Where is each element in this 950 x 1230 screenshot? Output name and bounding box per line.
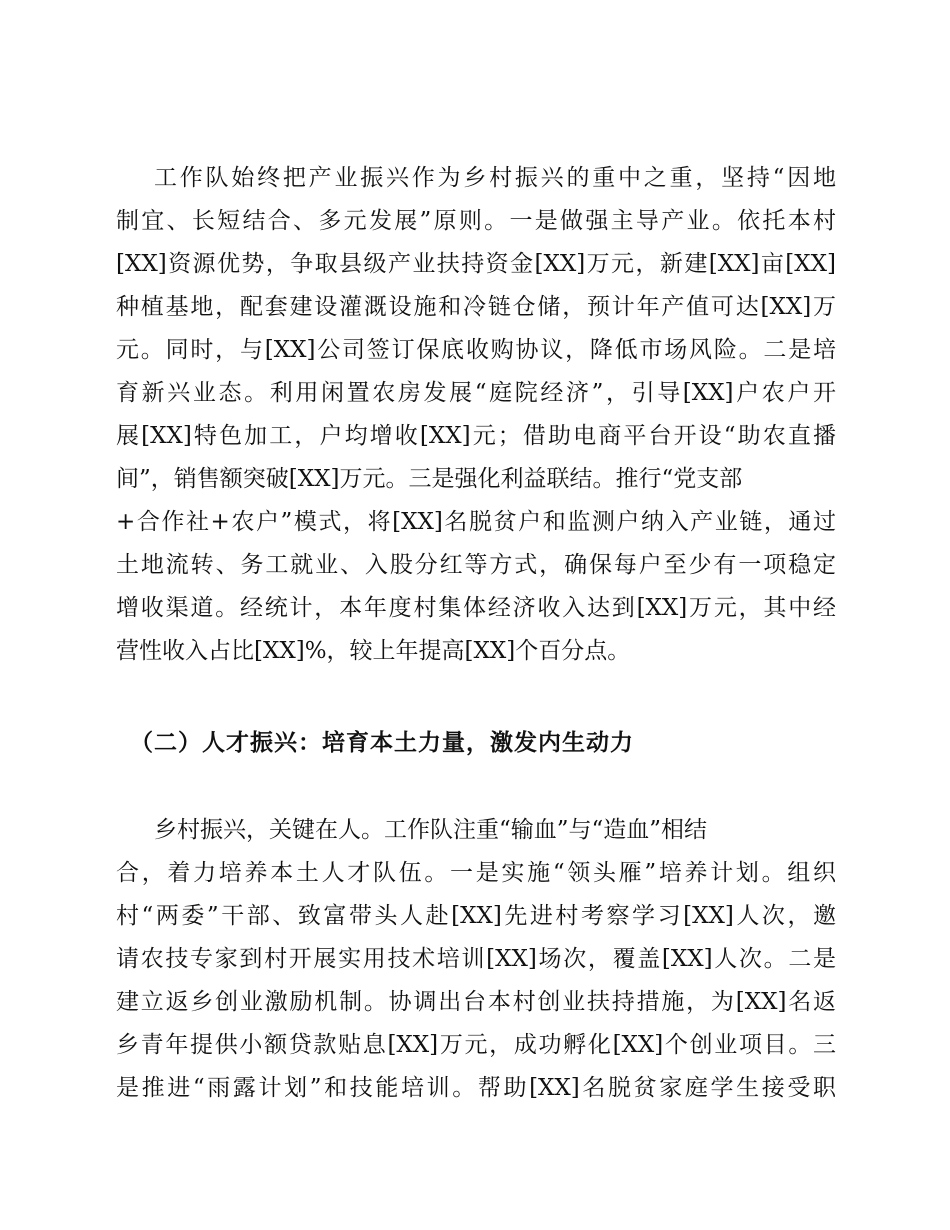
paragraph-line: 展[XX]特色加工，户均增收[XX]元；借助电商平台开设“助农直播 [116, 423, 836, 449]
paragraph-line: 是推进“雨露计划”和技能培训。帮助[XX]名脱贫家庭学生接受职 [116, 1075, 836, 1101]
paragraph-line: 乡村振兴，关键在人。工作队注重“输血”与“造血”相结 [154, 817, 708, 843]
paragraph-line: 土地流转、务工就业、入股分红等方式，确保每户至少有一项稳定 [116, 552, 836, 578]
paragraph-line: 工作队始终把产业振兴作为乡村振兴的重中之重，坚持“因地 [154, 165, 836, 191]
paragraph-line: 请农技专家到村开展实用技术培训[XX]场次，覆盖[XX]人次。二是 [116, 946, 836, 972]
paragraph-line: 村“两委”干部、致富带头人赴[XX]先进村考察学习[XX]人次，邀 [116, 903, 836, 929]
paragraph-line: 间”，销售额突破[XX]万元。三是强化利益联结。推行“党支部 [116, 466, 743, 492]
section-heading: （二）人才振兴：培育本土力量，激发内生动力 [130, 729, 634, 756]
paragraph-line: 种植基地，配套建设灌溉设施和冷链仓储，预计年产值可达[XX]万 [116, 294, 836, 320]
paragraph-line: 营性收入占比[XX]%，较上年提高[XX]个百分点。 [116, 638, 631, 664]
paragraph-line: [XX]资源优势，争取县级产业扶持资金[XX]万元，新建[XX]亩[XX] [116, 251, 836, 277]
paragraph-line: 增收渠道。经统计，本年度村集体经济收入达到[XX]万元，其中经 [116, 595, 836, 621]
paragraph-line: 制宜、长短结合、多元发展”原则。一是做强主导产业。依托本村 [116, 208, 836, 234]
paragraph-line: 乡青年提供小额贷款贴息[XX]万元，成功孵化[XX]个创业项目。三 [116, 1032, 836, 1058]
paragraph-line: 建立返乡创业激励机制。协调出台本村创业扶持措施，为[XX]名返 [116, 989, 836, 1015]
paragraph-line: 合，着力培养本土人才队伍。一是实施“领头雁”培养计划。组织 [116, 860, 836, 886]
paragraph-line: +合作社+农户”模式，将[XX]名脱贫户和监测户纳入产业链，通过 [116, 509, 836, 535]
paragraph-line: 元。同时，与[XX]公司签订保底收购协议，降低市场风险。二是培 [116, 337, 836, 363]
paragraph-line: 育新兴业态。利用闲置农房发展“庭院经济”，引导[XX]户农户开 [116, 380, 836, 406]
